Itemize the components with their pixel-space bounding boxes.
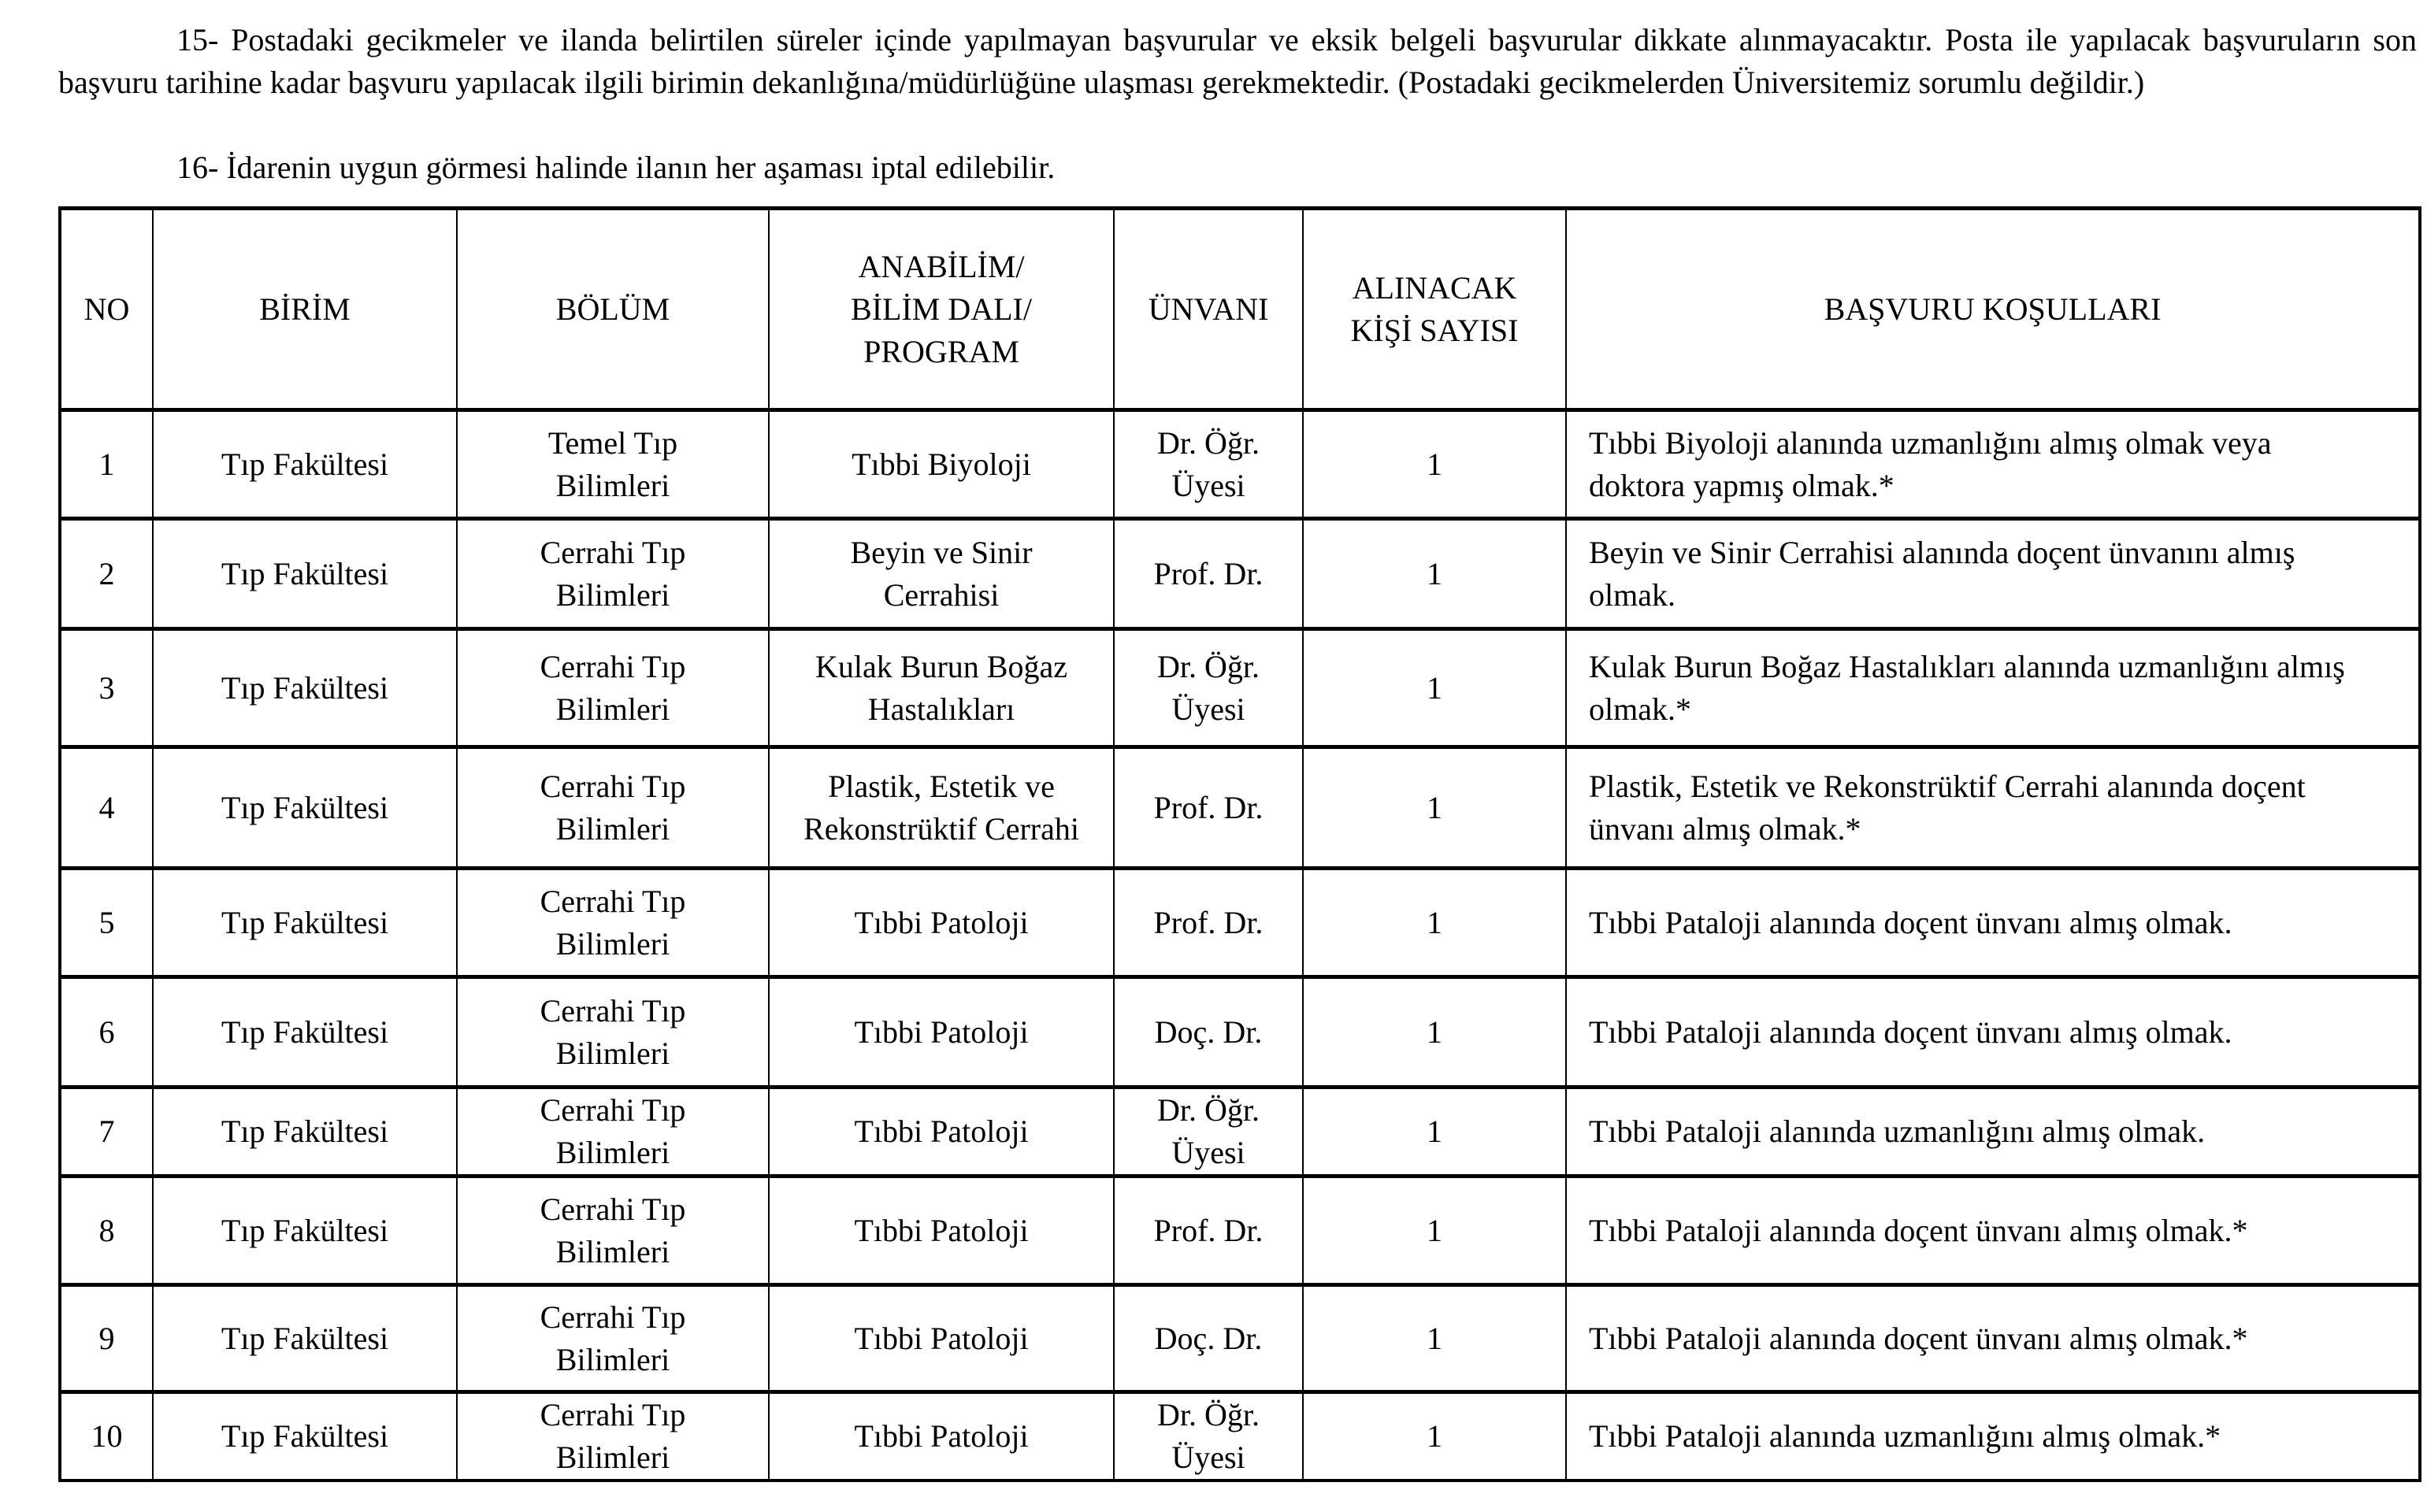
header-unvani: ÜNVANI: [1114, 209, 1303, 410]
cell-unvan-line: Dr. Öğr.: [1157, 1092, 1260, 1128]
cell-basvuru-kosulu: [1566, 869, 2420, 977]
cell-birim: Tıp Fakültesi: [153, 1285, 457, 1392]
cell-birim: Tıp Fakültesi: [153, 747, 457, 869]
cell-anabilim: [769, 747, 1114, 869]
cell-bolum-line: Bilimleri: [555, 1035, 670, 1071]
cell-birim: Tıp Fakültesi: [153, 1392, 457, 1481]
cell-kisi-sayisi: 1: [1303, 747, 1566, 869]
cell-no: 5: [60, 869, 153, 977]
table-row: [60, 1177, 2420, 1285]
cell-bolum-line: Cerrahi Tıp: [540, 992, 686, 1028]
cell-no: 10: [60, 1392, 153, 1481]
cell-bolum: [457, 747, 769, 869]
cell-basvuru-kosulu: [1566, 519, 2420, 629]
cell-basvuru-kosulu: [1566, 1088, 2420, 1177]
cell-bolum: [457, 519, 769, 629]
cell-unvan: [1114, 410, 1303, 519]
cell-basvuru-kosulu-line: Tıbbi Pataloji alanında doçent ünvanı almış olmak.: [1589, 904, 2232, 940]
cell-bolum: [457, 629, 769, 747]
cell-anabilim-line: Tıbbi Patoloji: [854, 1418, 1029, 1454]
cell-no: 6: [60, 977, 153, 1088]
cell-bolum: [457, 977, 769, 1088]
cell-birim: Tıp Fakültesi: [153, 410, 457, 519]
cell-bolum-line: Temel Tıp: [547, 424, 678, 461]
cell-anabilim-line: Tıbbi Patoloji: [854, 1320, 1029, 1356]
cell-no: 7: [60, 1088, 153, 1177]
cell-birim: Tıp Fakültesi: [153, 1177, 457, 1285]
header-anabilim-line: ANABİLİM/: [858, 248, 1025, 284]
cell-anabilim-line: Tıbbi Patoloji: [854, 1014, 1029, 1050]
header-anabilim-line: PROGRAM: [863, 333, 1019, 369]
cell-no: 9: [60, 1285, 153, 1392]
cell-birim: Tıp Fakültesi: [153, 977, 457, 1088]
cell-basvuru-kosulu-line: olmak.*: [1589, 691, 1691, 727]
cell-bolum-line: Cerrahi Tıp: [540, 1397, 686, 1432]
cell-unvan-line: Üyesi: [1171, 1440, 1245, 1475]
cell-basvuru-kosulu-line: doktora yapmış olmak.*: [1589, 467, 1894, 503]
cell-unvan-line: Dr. Öğr.: [1157, 424, 1260, 461]
cell-birim: Tıp Fakültesi: [153, 629, 457, 747]
table-row: [60, 410, 2420, 519]
cell-bolum: [457, 869, 769, 977]
paragraph-15: [58, 19, 2417, 104]
cell-anabilim-line: Kulak Burun Boğaz: [815, 648, 1067, 684]
cell-birim: Tıp Fakültesi: [153, 1088, 457, 1177]
cell-unvan-line: Doç. Dr.: [1154, 1320, 1263, 1356]
cell-unvan-line: Doç. Dr.: [1154, 1014, 1263, 1050]
cell-bolum-line: Bilimleri: [555, 691, 670, 727]
paragraph-15-text: 15- Postadaki gecikmeler ve ilanda belirtilen süreler içinde yapılmayan başvurular ve eksik belgeli başvurular dikkate alınmayacaktır. Posta ile yapılacak başvuruların son başvuru tarihine kadar başvuru yapılacak ilgili birimin dekanlığına/müdürlüğüne ulaşması gerekmektedir. (Postadaki gecikmelerden Üniversitemiz sorumlu değildir.): [58, 22, 2417, 100]
header-bolum: BÖLÜM: [457, 209, 769, 410]
cell-unvan-line: Prof. Dr.: [1153, 1212, 1264, 1248]
cell-bolum: [457, 1088, 769, 1177]
cell-no: 3: [60, 629, 153, 747]
cell-bolum-line: Bilimleri: [555, 467, 670, 503]
header-birim: BİRİM: [153, 209, 457, 410]
cell-bolum: [457, 1285, 769, 1392]
cell-kisi-sayisi: 1: [1303, 1177, 1566, 1285]
table-row: [60, 1088, 2420, 1177]
table-row: [60, 519, 2420, 629]
cell-kisi-sayisi: 1: [1303, 1392, 1566, 1481]
table-row: [60, 629, 2420, 747]
table-row: [60, 977, 2420, 1088]
cell-anabilim: [769, 869, 1114, 977]
cell-bolum-line: Cerrahi Tıp: [540, 648, 686, 684]
table-row: [60, 869, 2420, 977]
header-anabilim: [769, 209, 1114, 410]
cell-bolum-line: Cerrahi Tıp: [540, 768, 686, 804]
cell-unvan-line: Üyesi: [1171, 1135, 1245, 1170]
cell-basvuru-kosulu-line: Tıbbi Pataloji alanında uzmanlığını almış olmak.: [1589, 1114, 2206, 1149]
cell-anabilim: [769, 1088, 1114, 1177]
cell-anabilim: [769, 977, 1114, 1088]
table-row: [60, 1285, 2420, 1392]
cell-basvuru-kosulu-line: Beyin ve Sinir Cerrahisi alanında doçent ünvanını almış: [1589, 534, 2295, 570]
cell-basvuru-kosulu-line: Kulak Burun Boğaz Hastalıkları alanında uzmanlığını almış: [1589, 648, 2345, 684]
cell-unvan: [1114, 977, 1303, 1088]
cell-anabilim-line: Tıbbi Patoloji: [854, 1212, 1029, 1248]
cell-bolum-line: Cerrahi Tıp: [540, 1191, 686, 1227]
cell-basvuru-kosulu-line: Plastik, Estetik ve Rekonstrüktif Cerrahi alanında doçent: [1589, 768, 2306, 804]
cell-basvuru-kosulu: [1566, 977, 2420, 1088]
cell-bolum-line: Bilimleri: [555, 1440, 670, 1475]
cell-basvuru-kosulu-line: Tıbbi Pataloji alanında doçent ünvanı almış olmak.: [1589, 1014, 2232, 1050]
cell-bolum-line: Bilimleri: [555, 810, 670, 847]
cell-anabilim: [769, 410, 1114, 519]
cell-unvan-line: Dr. Öğr.: [1157, 1397, 1260, 1432]
cell-unvan: [1114, 1392, 1303, 1481]
cell-bolum-line: Cerrahi Tıp: [540, 534, 686, 570]
cell-anabilim-line: Hastalıkları: [867, 691, 1015, 727]
cell-basvuru-kosulu: [1566, 1177, 2420, 1285]
cell-unvan-line: Üyesi: [1171, 467, 1245, 503]
cell-anabilim: [769, 1177, 1114, 1285]
cell-unvan: [1114, 629, 1303, 747]
cell-bolum-line: Cerrahi Tıp: [540, 1092, 686, 1128]
cell-kisi-sayisi: 1: [1303, 1285, 1566, 1392]
cell-birim: Tıp Fakültesi: [153, 519, 457, 629]
cell-basvuru-kosulu-line: Tıbbi Pataloji alanında doçent ünvanı almış olmak.*: [1589, 1320, 2248, 1356]
cell-no: 2: [60, 519, 153, 629]
cell-anabilim: [769, 519, 1114, 629]
cell-bolum-line: Bilimleri: [555, 925, 670, 962]
table-header-row: [60, 209, 2420, 410]
cell-bolum: [457, 1177, 769, 1285]
paragraph-16-text: 16- İdarenin uygun görmesi halinde ilanın her aşaması iptal edilebilir.: [176, 150, 1056, 185]
cell-unvan: [1114, 747, 1303, 869]
cell-basvuru-kosulu-line: Tıbbi Pataloji alanında doçent ünvanı almış olmak.*: [1589, 1212, 2248, 1248]
cell-anabilim-line: Tıbbi Patoloji: [854, 1114, 1029, 1149]
cell-unvan-line: Prof. Dr.: [1153, 555, 1264, 591]
cell-basvuru-kosulu: [1566, 747, 2420, 869]
cell-basvuru-kosulu: [1566, 1285, 2420, 1392]
cell-anabilim: [769, 1285, 1114, 1392]
cell-kisi-sayisi: 1: [1303, 977, 1566, 1088]
header-kisi-sayisi: [1303, 209, 1566, 410]
paragraph-16: [58, 146, 2417, 189]
cell-no: 1: [60, 410, 153, 519]
cell-bolum-line: Bilimleri: [555, 576, 670, 613]
cell-anabilim-line: Tıbbi Patoloji: [854, 904, 1029, 940]
cell-basvuru-kosulu-line: ünvanı almış olmak.*: [1589, 810, 1861, 847]
cell-unvan: [1114, 1177, 1303, 1285]
cell-unvan: [1114, 869, 1303, 977]
cell-anabilim-line: Rekonstrüktif Cerrahi: [803, 810, 1079, 847]
cell-anabilim: [769, 629, 1114, 747]
cell-basvuru-kosulu: [1566, 629, 2420, 747]
cell-no: 8: [60, 1177, 153, 1285]
header-no: NO: [60, 209, 153, 410]
cell-bolum-line: Cerrahi Tıp: [540, 1299, 686, 1335]
table-body: [60, 410, 2420, 1481]
cell-bolum-line: Bilimleri: [555, 1135, 670, 1170]
cell-kisi-sayisi: 1: [1303, 869, 1566, 977]
table-row: [60, 1392, 2420, 1481]
cell-basvuru-kosulu-line: Tıbbi Biyoloji alanında uzmanlığını almış olmak veya: [1589, 424, 2272, 461]
cell-bolum: [457, 1392, 769, 1481]
cell-kisi-sayisi: 1: [1303, 629, 1566, 747]
cell-basvuru-kosulu: [1566, 410, 2420, 519]
header-kisi-sayisi-line: ALINACAK: [1352, 269, 1517, 306]
cell-bolum-line: Bilimleri: [555, 1233, 670, 1269]
cell-unvan: [1114, 1285, 1303, 1392]
cell-anabilim: [769, 1392, 1114, 1481]
cell-basvuru-kosulu-line: Tıbbi Pataloji alanında uzmanlığını almış olmak.*: [1589, 1418, 2221, 1454]
cell-birim: Tıp Fakültesi: [153, 869, 457, 977]
cell-unvan: [1114, 1088, 1303, 1177]
cell-unvan-line: Prof. Dr.: [1153, 789, 1264, 825]
cell-bolum-line: Cerrahi Tıp: [540, 883, 686, 919]
cell-anabilim-line: Plastik, Estetik ve: [828, 768, 1055, 804]
header-basvuru-kosullari: BAŞVURU KOŞULLARI: [1566, 209, 2420, 410]
cell-anabilim-line: Cerrahisi: [883, 576, 1000, 613]
cell-unvan-line: Üyesi: [1171, 691, 1245, 727]
cell-unvan-line: Dr. Öğr.: [1157, 648, 1260, 684]
cell-kisi-sayisi: 1: [1303, 410, 1566, 519]
cell-anabilim-line: Beyin ve Sinir: [850, 534, 1033, 570]
cell-anabilim-line: Tıbbi Biyoloji: [852, 446, 1031, 482]
cell-kisi-sayisi: 1: [1303, 1088, 1566, 1177]
header-kisi-sayisi-line: KİŞİ SAYISI: [1350, 312, 1519, 348]
cell-no: 4: [60, 747, 153, 869]
cell-unvan: [1114, 519, 1303, 629]
cell-bolum: [457, 410, 769, 519]
cell-unvan-line: Prof. Dr.: [1153, 904, 1264, 940]
header-anabilim-line: BİLİM DALI/: [851, 291, 1032, 327]
cell-basvuru-kosulu: [1566, 1392, 2420, 1481]
positions-table: [58, 206, 2421, 1482]
cell-kisi-sayisi: 1: [1303, 519, 1566, 629]
cell-basvuru-kosulu-line: olmak.: [1589, 576, 1676, 613]
cell-bolum-line: Bilimleri: [555, 1341, 670, 1377]
table-row: [60, 747, 2420, 869]
